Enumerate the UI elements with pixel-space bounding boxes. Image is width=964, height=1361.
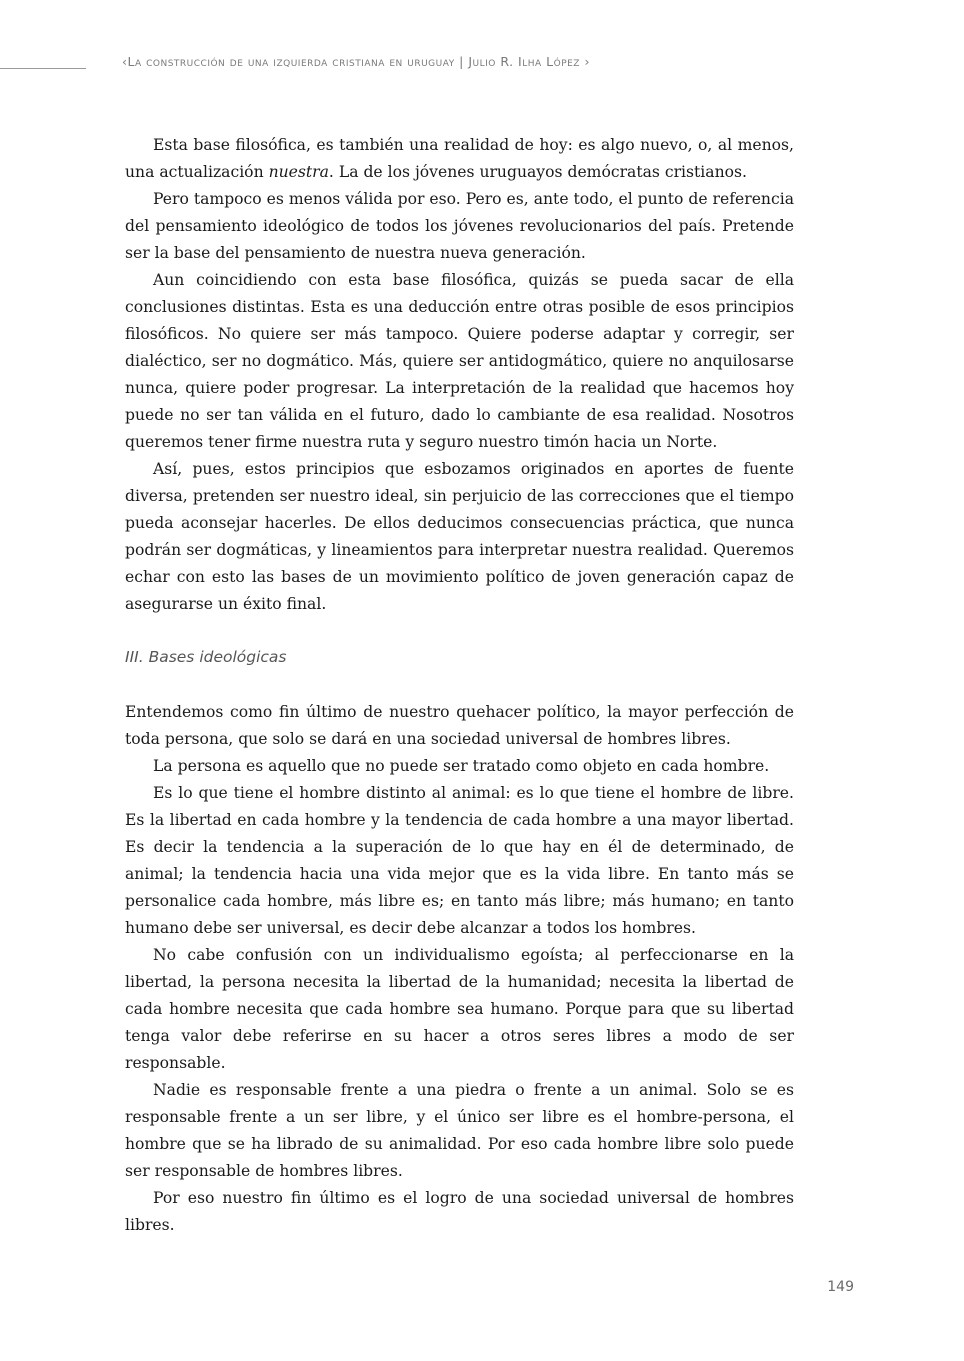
page-number: 149 bbox=[827, 1279, 854, 1295]
running-header: ‹La construcción de una izquierda cristiana en uruguay | Julio R. Ilha López › bbox=[122, 54, 590, 69]
header-rule bbox=[0, 68, 86, 69]
paragraph: Pero tampoco es menos válida por eso. Pero es, ante todo, el punto de referencia del pensamiento ideológico de todos los jóvenes revolucionarios del país. Pretende ser la base del pensamiento de nuestra nueva generación. bbox=[125, 190, 794, 262]
paragraph: Así, pues, estos principios que esbozamos originados en aportes de fuente diversa, pretenden ser nuestro ideal, sin perjuicio de las correcciones que el tiempo pueda aconsejar hacerles. De ellos deducimos consecuencias práctica, que nunca podrán ser dogmáticas, y lineamientos para interpretar nuestra realidad. Queremos echar con esto las bases de un movimiento político de joven generación capaz de asegurarse un éxito final. bbox=[125, 460, 794, 613]
paragraph bbox=[125, 132, 794, 186]
paragraph-text: . La de los jóvenes uruguayos demócratas cristianos. bbox=[328, 163, 747, 181]
paragraph: Es lo que tiene el hombre distinto al animal: es lo que tiene el hombre de libre. Es la libertad en cada hombre y la tendencia de cada hombre a una mayor libertad. Es decir la tendencia a la superación de lo que hay en él de determinado, de animal; la tendencia hacia una vida mejor que es la vida libre. En tanto más se personalice cada hombre, más libre es; en tanto más libre; más humano; en tanto humano debe ser universal, es decir debe alcanzar a todos los hombres. bbox=[125, 784, 794, 937]
paragraph-text: Esta base filosófica, es también una realidad de hoy: es algo nuevo, o, al menos, una actualización bbox=[125, 136, 794, 181]
paragraph: No cabe confusión con un individualismo egoísta; al perfeccionarse en la libertad, la persona necesita la libertad de la humanidad; necesita la libertad de cada hombre necesita que cada hombre sea humano. Porque para que su libertad tenga valor debe referirse en su hacer a otros seres libres a modo de ser responsable. bbox=[125, 946, 794, 1072]
emphasis-text: nuestra bbox=[268, 163, 329, 181]
paragraph: La persona es aquello que no puede ser tratado como objeto en cada hombre. bbox=[153, 757, 770, 775]
paragraph: Aun coincidiendo con esta base filosófica, quizás se pueda sacar de ella conclusiones distintas. Esta es una deducción entre otras posible de esos principios filosóficos. No quiere ser más tampoco. Quiere poderse adaptar y corregir, ser dialéctico, ser no dogmático. Más, quiere ser antidogmático, quiere no anquilosarse nunca, quiere poder progresar. La interpretación de la realidad que hacemos hoy puede no ser tan válida en el futuro, dado lo cambiante de esa realidad. Nosotros queremos tener firme nuestra ruta y seguro nuestro timón hacia un Norte. bbox=[125, 271, 794, 451]
section-heading: III. Bases ideológicas bbox=[125, 648, 287, 666]
paragraph: Por eso nuestro fin último es el logro de una sociedad universal de hombres libres. bbox=[125, 1189, 794, 1234]
paragraph: Entendemos como fin último de nuestro quehacer político, la mayor perfección de toda persona, que solo se dará en una sociedad universal de hombres libres. bbox=[125, 703, 794, 748]
paragraph: Nadie es responsable frente a una piedra o frente a un animal. Solo se es responsable frente a un ser libre, y el único ser libre es el hombre-persona, el hombre que se ha librado de su animalidad. Por eso cada hombre libre solo puede ser responsable de hombres libres. bbox=[125, 1081, 794, 1180]
body-text bbox=[125, 132, 794, 1239]
